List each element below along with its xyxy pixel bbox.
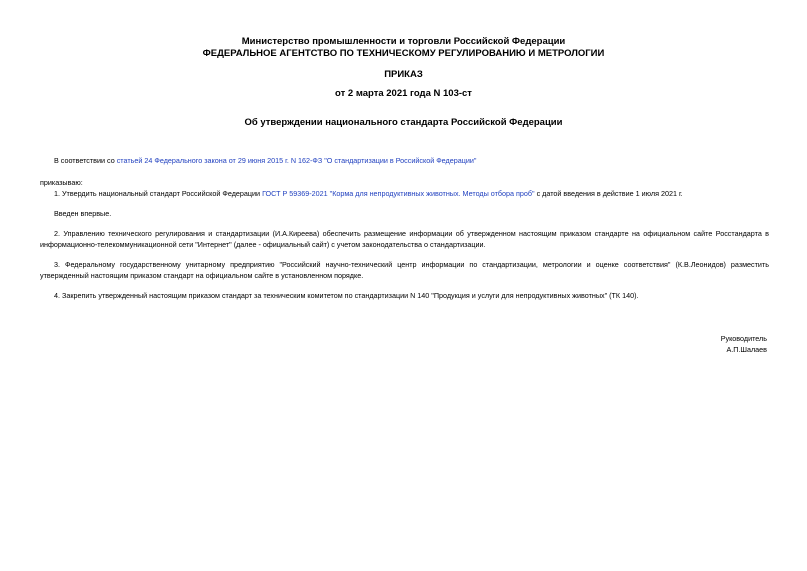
item-1-prefix: 1. Утвердить национальный стандарт Российской Федерации	[54, 189, 263, 198]
item-2-paragraph: 2. Управлению технического регулирования и стандартизации (И.А.Киреева) обеспечить размещение информации об утвержденном настоящим приказом стандарте на официальном сайте Росстандарта в информационно-телекоммуникационной сети "Интернет" (далее - официальный сайт) с учетом законодательства о стандартизации.	[40, 229, 769, 249]
signature-name: А.П.Шалаев	[726, 345, 767, 354]
gost-standard-link[interactable]: ГОСТ Р 59369-2021 "Корма для непродуктивных животных. Методы отбора проб"	[262, 189, 535, 198]
item-1-suffix: с датой введения в действие 1 июля 2021 г.	[534, 189, 683, 198]
document-date-number: от 2 марта 2021 года N 103-ст	[335, 88, 472, 99]
item-1-paragraph	[40, 188, 769, 199]
legal-basis-paragraph	[40, 155, 769, 166]
document-subject: Об утверждении национального стандарта Российской Федерации	[244, 117, 563, 128]
legal-basis-prefix: В соответствии со	[54, 156, 117, 165]
item-4-paragraph: 4. Закрепить утвержденный настоящим приказом стандарт за техническим комитетом по стандартизации N 140 "Продукция и услуги для непродуктивных животных" (ТК 140).	[54, 291, 639, 300]
agency-name: ФЕДЕРАЛЬНОЕ АГЕНТСТВО ПО ТЕХНИЧЕСКОМУ РЕГУЛИРОВАНИЮ И МЕТРОЛОГИИ	[202, 48, 605, 59]
item-3-paragraph: 3. Федеральному государственному унитарному предприятию "Российский научно-технический центр информации по стандартизации, метрологии и оценке соответствия" (К.В.Леонидов) разместить утвержденный настоящим приказом стандарт на официальном сайте в установленном порядке.	[40, 260, 769, 280]
document-type: ПРИКАЗ	[384, 69, 423, 80]
signature-title: Руководитель	[720, 334, 767, 343]
order-word: приказываю:	[40, 178, 83, 187]
ministry-name: Министерство промышленности и торговли Российской Федерации	[241, 36, 566, 47]
introduced-note: Введен впервые.	[54, 209, 112, 218]
federal-law-link[interactable]: статьей 24 Федерального закона от 29 июня 2015 г. N 162-ФЗ "О стандартизации в Российской Федерации"	[116, 156, 477, 165]
